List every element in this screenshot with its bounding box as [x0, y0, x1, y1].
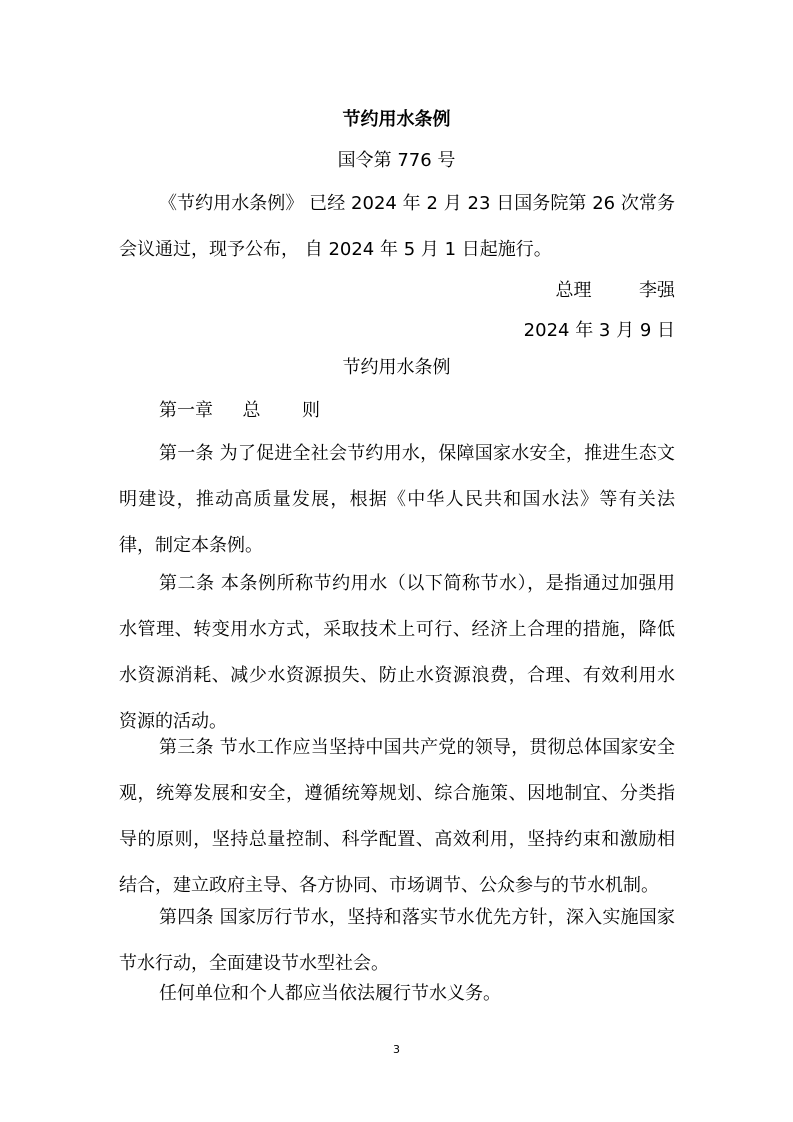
article-two: 第二条 本条例所称节约用水（以下简称节水），是指通过加强用水管理、转变用水方式，采取技术上可行、经济上合理的措施，降低水资源消耗、减少水资源损失、防止水资源浪费，合理、有效利用水资源的活动。 — [119, 573, 675, 732]
chapter-name-second: 则 — [301, 400, 320, 421]
chapter-name-first: 总 — [242, 400, 261, 421]
article-one: 第一条 为了促进全社会节约用水，保障国家水安全，推进生态文明建设，推动高质量发展，根据《中华人民共和国水法》等有关法律，制定本条例。 — [119, 443, 675, 556]
document-date: 2024 年 3 月 9 日 — [523, 320, 675, 341]
signer-title: 总理 — [555, 280, 592, 301]
decree-number: 国令第 776 号 — [337, 150, 456, 171]
chapter-number: 第一章 — [159, 400, 213, 421]
article-four: 第四条 国家厉行节水，坚持和落实节水优先方针，深入实施国家节水行动，全面建设节水型社会。 — [119, 907, 675, 974]
chapter-heading — [159, 398, 320, 424]
document-title: 节约用水条例 — [342, 109, 451, 130]
promulgation-paragraph: 《节约用水条例》 已经 2024 年 2 月 23 日国务院第 26 次常务会议通过，现予公布， 自 2024 年 5 月 1 日起施行。 — [119, 193, 675, 260]
page-number: 3 — [393, 1043, 400, 1056]
signer-name: 李强 — [639, 280, 675, 301]
signature-line — [556, 278, 675, 304]
regulation-subtitle: 节约用水条例 — [342, 357, 451, 378]
article-three: 第三条 节水工作应当坚持中国共产党的领导，贯彻总体国家安全观，统筹发展和安全，遵循统筹规划、综合施策、因地制宜、分类指导的原则，坚持总量控制、科学配置、高效利用，坚持约束和激励相结合，建立政府主导、各方协同、市场调节、公众参与的节水机制。 — [119, 737, 675, 896]
article-four-obligation: 任何单位和个人都应当依法履行节水义务。 — [159, 983, 501, 1004]
